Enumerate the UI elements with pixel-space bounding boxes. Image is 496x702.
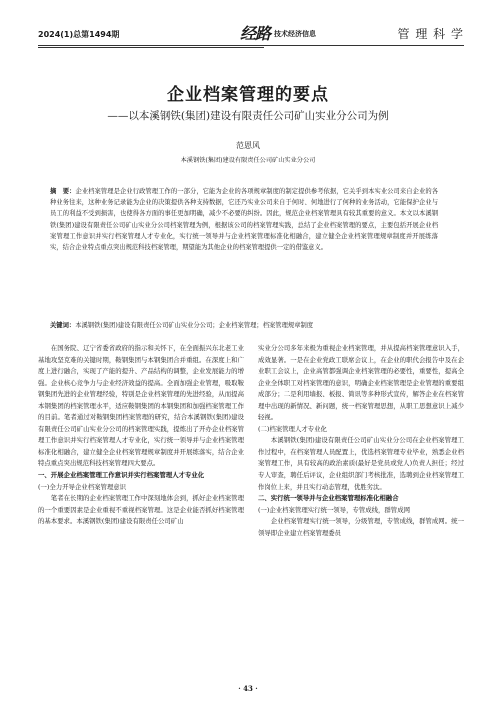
body-column-right [258,343,464,539]
body-paragraph: 在国务院、辽宁省委省政府的指示和关怀下，在全面振兴东北老工业基地攻坚克难的关键时期，鞍钢集团与本钢集团合并重组。在深度上和广度上进行融合，实现了产能的提升、产品结构的调整，企业发展能力的增强。企业核心竞争力与企业经济效益的提高。全面加强企业管理，吸取鞍钢集团先进的企业管理经验，特别是企业档案管理的先进经验，从而提高本钢集团的档案管理水平，适应鞍钢集团的本钢集团和加强档案管理工作的目前。笔者通过对鞍钢集团档案管理的研究，结合本溪钢铁(集团)建设有限责任公司矿山实业分公司的档案管理实践，提炼出了开办企业档案管理工作意识并实行档案管理人才专业化，实行统一领导并与企业档案管理标准化相融合，建立健全企业档案管理规章制度并开展练落实，结合企业特点重点突出规范科技档案管理四大要点。 [38,344,244,468]
body-paragraph: 本溪钢铁(集团)建设有限责任公司矿山实业分公司在企业档案管理工作过程中，在档案管理人员配置上，优选档案管理专业毕业，熟悉企业档案管理工作，具有较高的政治素质(最好是党员或党人)负责人担任；经过专人审查，聘任后评议，企业组织部门考核批准，选聘到企业档案管理工作岗位上来，并且实行动态管理，优胜劣汰。 [258,436,464,491]
body-paragraph: 笔者在长期的企业档案管理工作中深刻地体会到，抓好企业档案管理的一个重要因素是企业重视不重视档案管理。这是企业能否抓好档案管理的基本要求。本溪钢铁(集团)建设有限责任公司矿山 [38,494,244,526]
journal-logo: 经路 [240,24,271,43]
header-rule [38,45,464,46]
section-heading: 一、开展企业档案管理工作意识并实行档案管理人才专业化 [38,471,205,480]
keywords-text: 本溪钢铁(集团)建设有限责任公司矿山实业分公司；企业档案管理；档案管理规章制度 [75,322,314,329]
keywords-label: 关键词： [50,322,76,329]
header-rule-thick [38,47,264,48]
body-paragraph: 实业分公司多年来极为重视企业档案管理，并从提高档案管理意识入手，成效显著。一是在企业党政工联席会议上，在企业的职代会报告中及在企业职工会议上，企业高管都强调企业档案管理的必要性，重要性，提高全企业全体职工对档案管理的意识，明确企业档案管理是企业管理的重要组成部分；二是利用墙报、板报、简讯等多种形式宣传，解答企业在档案管理中出现的新情况、新问题，统一档案管理思想，从职工思想意识上减少轻视。 [258,344,464,422]
keywords [50,320,438,329]
page-header [38,21,464,49]
article-author: 范恩风 [236,141,260,150]
subsection-heading: (二)档案管理人才专业化 [258,424,327,433]
article-subtitle: ——以本溪钢铁(集团)建设有限责任公司矿山实业分公司为例 [107,110,389,122]
section-label: 管 理 科 学 [397,27,464,41]
page-number: · 43 · [238,684,258,693]
abstract-text: 企业档案管理是企业行政管理工作的一部分，它能为企业的各项规章制度的制定提供参考依据，它关乎到本实业公司来自企业的各种业务往来，这种业务记录能为企业的决策提供各种支持数据，它还乃实业公司来自于何时、何地进行了何种的业务活动，它能保护企业与员工的利益不受到损害，也使得各方面的事任更加明确，减少不必要的纠纷。因此，规范企业档案管理具有较其重要的意义。本文以本溪钢铁(集团)建设有限责任公司矿山实业分公司档案管理为例，根据该公司的档案管理实践，总结了企业档案管理的要点，主要包括开展企业档案管理工作意识并实行档案管理人才专业化，实行统一领导并与企业档案管理标准化相融合，建立健全企业档案管理规章制度并开展练落实，结合企业特点重点突出规范科技档案管理，期望能为其他企业的档案管理提供一定的借鉴意义。 [50,188,439,252]
author-affiliation: 本溪钢铁(集团)建设有限责任公司矿山实业分公司 [180,157,316,164]
article-title: 企业档案管理的要点 [167,85,329,105]
issue-number: 2024(1)总第1494期 [38,30,120,39]
body-column-left [38,343,244,528]
journal-logo-subtitle: 技术经济信息 [274,30,316,38]
body-paragraph: 企业档案管理实行统一领导，分级管理，专管成线，群管成网。统一领导即企业建立档案管理委员 [258,517,464,537]
subsection-heading: (一)全力开导企业档案管理意识 [38,482,127,491]
abstract [50,186,438,253]
abstract-label: 摘 要： [50,188,76,195]
section-heading: 二、实行统一领导并与企业档案管理标准化相融合 [258,494,399,503]
subsection-heading: (一)企业档案管理实行统一领导，专管成线，群管成网 [258,505,410,514]
